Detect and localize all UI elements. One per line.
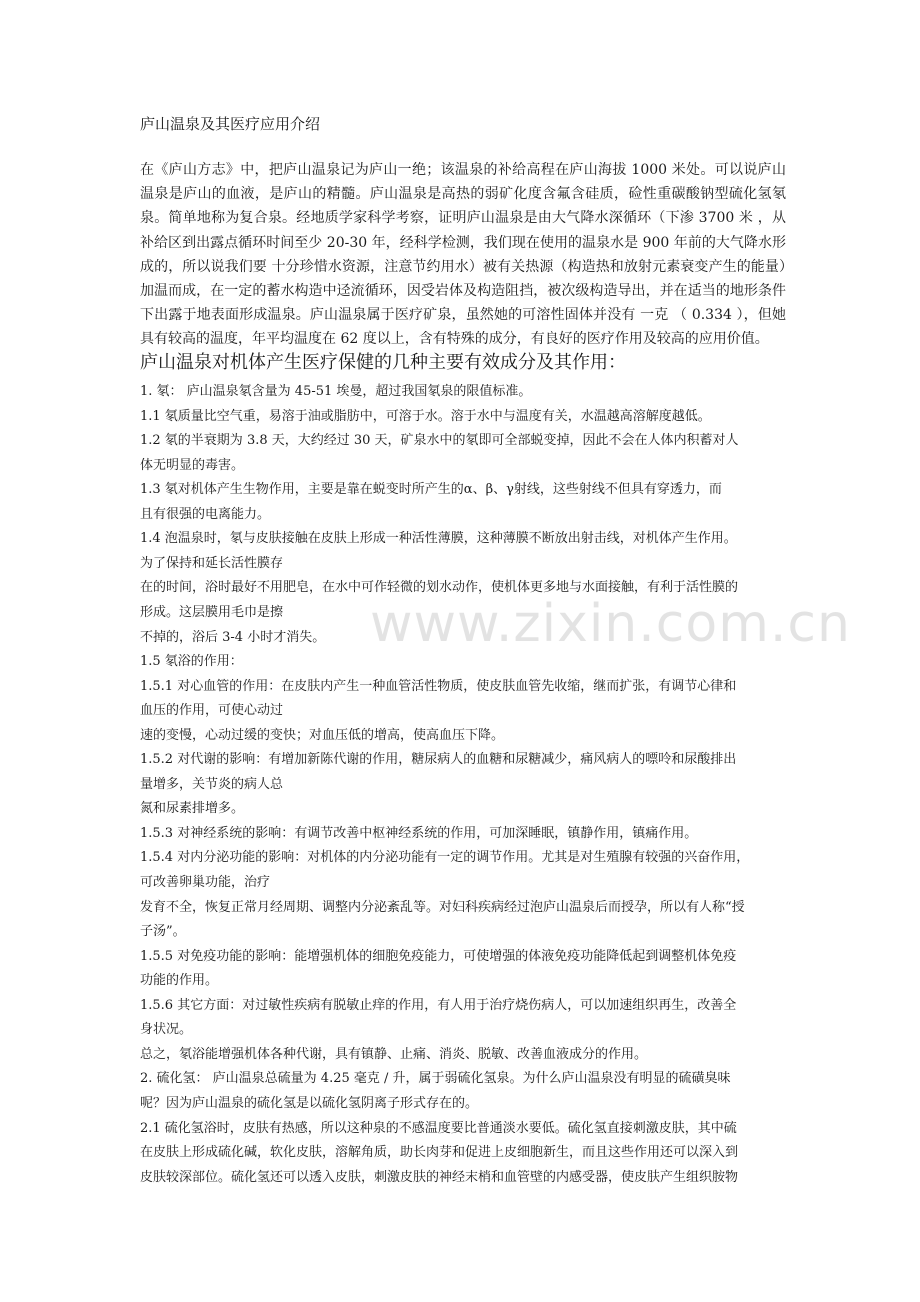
body-line: 体无明显的毒害。: [140, 457, 245, 473]
body-line: 形成。这层膜用毛巾是擦: [140, 604, 284, 620]
body-line: 1.3 氡对机体产生生物作用，主要是靠在蜕变时所产生的α、β、γ射线，这些射线不但具有穿透力，而: [140, 482, 722, 498]
watermark: www.zixin.com.cn: [370, 594, 851, 654]
body-line: 1.5.6 其它方面：对过敏性疾病有脱敏止痒的作用，有人用于治疗烧伤病人，可以加速组织再生，改善全: [140, 997, 737, 1013]
body-line: 氮和尿素排增多。: [140, 801, 245, 817]
section-heading: 庐山温泉对机体产生医疗保健的几种主要有效成分及其作用：: [140, 352, 626, 373]
body-line: 可改善卵巢功能，治疗: [140, 875, 271, 890]
document-title: 庐山温泉及其医疗应用介绍: [140, 115, 321, 133]
body-line: 在皮肤上形成硫化碱，软化皮肤，溶解角质，助长肉芽和促进上皮细胞新生，而且这些作用还可以深入到: [140, 1145, 739, 1161]
body-line: 功能的作用。: [140, 973, 219, 989]
body-line: 1.5.3 对神经系统的影响：有调节改善中枢神经系统的作用，可加深睡眠，镇静作用，镇痛作用。: [140, 825, 698, 841]
intro-paragraph: [140, 158, 786, 352]
body-line: 身状况。: [140, 1022, 193, 1038]
body-line: 总之，氡浴能增强机体各种代谢，具有镇静、止痛、消炎、脱敏、改善血液成分的作用。: [140, 1046, 648, 1062]
body-line: 血压的作用，可使心动过: [140, 703, 284, 719]
body-line: 皮肤较深部位。硫化氢还可以透入皮肤，刺激皮肤的神经末梢和血管壁的内感受器，使皮肤产生组织胺物: [140, 1169, 739, 1185]
body-line: 量增多，关节炎的病人总: [140, 776, 284, 792]
body-line: 子汤”。: [140, 924, 186, 940]
body-line: 且有很强的电离能力。: [140, 506, 271, 522]
body-line: 1.5 氡浴的作用：: [140, 654, 243, 670]
body-line: 1.5.2 对代谢的影响：有增加新陈代谢的作用，糖尿病人的血糖和尿糖减少，痛风病人的嘌呤和尿酸排出: [140, 752, 737, 768]
body-line: 1.5.4 对内分泌功能的影响：对机体的内分泌功能有一定的调节作用。尤其是对生殖腺有较强的兴奋作用，: [140, 850, 750, 866]
body-line: 发育不全，恢复正常月经周期、调整内分泌紊乱等。对妇科疾病经过泡庐山温泉后而授孕，所以有人称“授: [140, 899, 745, 915]
body-line: 在的时间，浴时最好不用肥皂，在水中可作轻微的划水动作，使机体更多地与水面接触，有利于活性膜的: [140, 580, 739, 596]
body-line: 2. 硫化氢： 庐山温泉总硫量为 4.25 毫克 / 升，属于弱硫化氢泉。为什么庐山温泉没有明显的硫磺臭味: [140, 1071, 731, 1087]
body-line: 1.5.5 对免疫功能的影响：能增强机体的细胞免疫能力，可使增强的体液免疫功能降低起到调整机体免疫: [140, 948, 737, 964]
body-line: 1.5.1 对心血管的作用：在皮肤内产生一种血管活性物质，使皮肤血管先收缩，继而扩张，有调节心律和: [140, 678, 737, 694]
body-line: 1.4 泡温泉时，氡与皮肤接触在皮肤上形成一种活性薄膜，这种薄膜不断放出射击线，对机体产生作用。: [140, 531, 737, 547]
body-line: 1. 氡： 庐山温泉氡含量为 45-51 埃曼，超过我国氡泉的限值标准。: [140, 384, 532, 399]
body-line: 速的变慢，心动过缓的变快；对血压低的增高，使高血压下降。: [140, 727, 505, 743]
body-line: 呢？因为庐山温泉的硫化氢是以硫化氢阴离子形式存在的。: [140, 1095, 479, 1111]
body-line: 不掉的，浴后 3-4 小时才消失。: [140, 629, 326, 645]
body-line: 1.2 氡的半衰期为 3.8 天，大约经过 30 天，矿泉水中的氡即可全部蜕变掉，因此不会在人体内积蓄对人: [140, 433, 739, 449]
body-line: 1.1 氡质量比空气重，易溶于油或脂肪中，可溶于水。溶于水中与温度有关，水温越高溶解度越低。: [140, 408, 711, 424]
intro-text: 在《庐山方志》中，把庐山温泉记为庐山一绝；该温泉的补给高程在庐山海拔 1000 米处。可以说庐山温泉是庐山的血液，是庐山的精髓。庐山温泉是高热的弱矿化度含氟含硅质，硷性重碳酸钠型硫化氢氡泉。简单地称为复合泉。经地质学家科学考察，证明庐山温泉是由大气降水深循环（下渗 3700 米 ，从补给区到出露点循环时间至少 20-30 年，经科学检测，我们现在使用的温泉水是 900 年前的大气降水形成的，所以说我们要 十分珍惜水资源，注意节约用水）被有关热源（构造热和放射元素衰变产生的能量）加温而成，在一定的蓄水构造中迳流循环，因受岩体及构造阻挡，被次级构造导出，并在适当的地形条件下出露于地表面形成温泉。庐山温泉属于医疗矿泉，虽然她的可溶性固体并没有 一克 （ 0.334 ），但她具有较高的温度，年平均温度在 62 度以上，含有特殊的成分，有良好的医疗作用及较高的应用价值。: [140, 162, 786, 348]
body-line: 2.1 硫化氢浴时，皮肤有热感，所以这种泉的不感温度要比普通淡水要低。硫化氢直接刺激皮肤，其中硫: [140, 1120, 737, 1136]
body-line: 为了保持和延长活性膜存: [140, 555, 284, 571]
